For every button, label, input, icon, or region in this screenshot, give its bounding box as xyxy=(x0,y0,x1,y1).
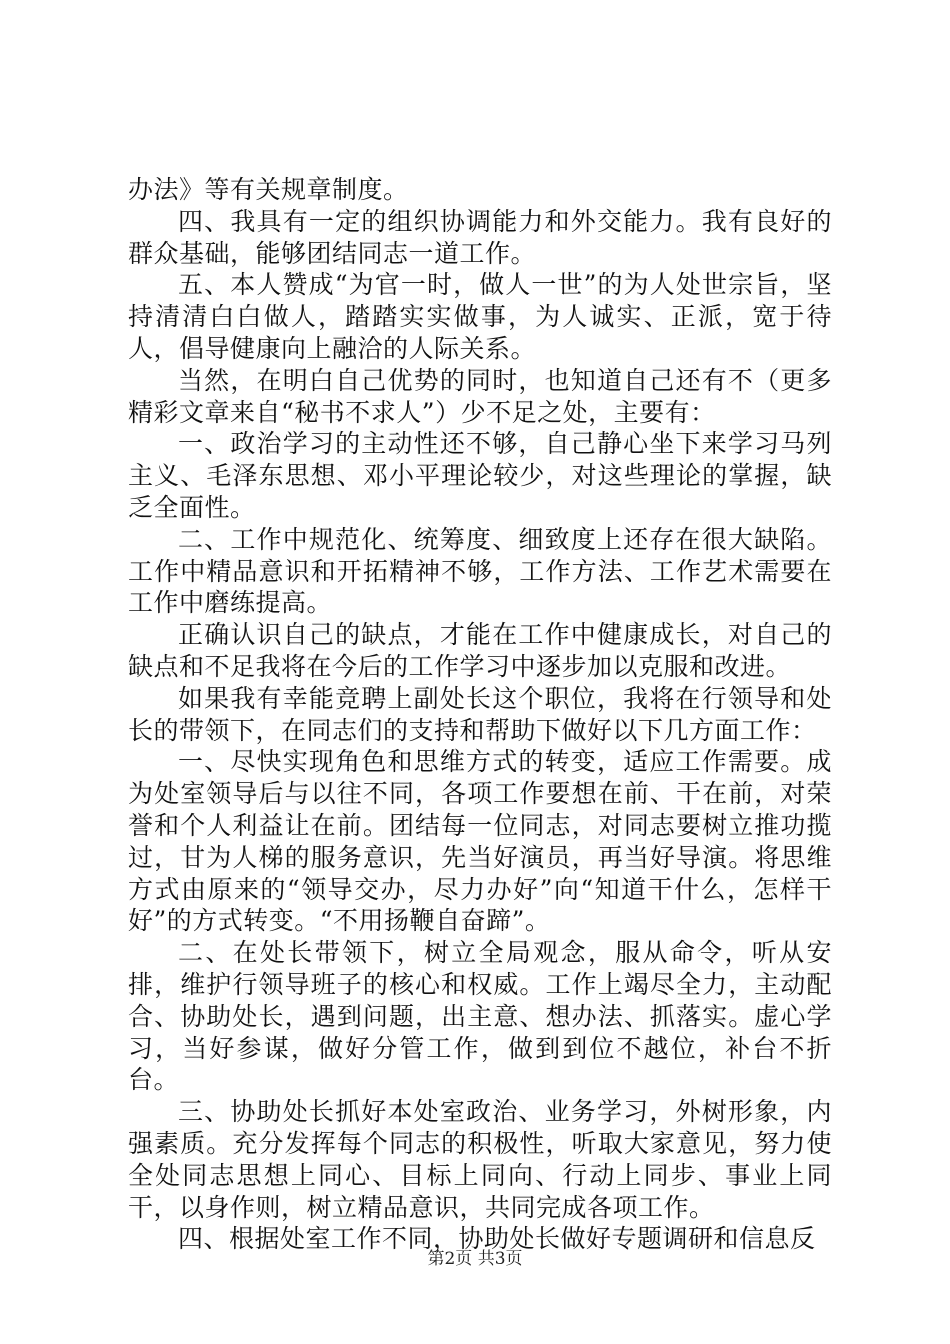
paragraph-1: 办法》等有关规章制度。 xyxy=(128,175,409,204)
paragraph-8: 如果我有幸能竞聘上副处长这个职位，我将在行领导和处长的带领下，在同志们的支持和帮助下做好以下几方面工作： xyxy=(128,683,832,745)
paragraph-9: 一、尽快实现角色和思维方式的转变，适应工作需要。成为处室领导后与以往不同，各项工作要想在前、干在前，对荣誉和个人利益让在前。团结每一位同志，对同志要树立推功揽过，甘为人梯的服务意识，先当好演员，再当好导演。将思维方式由原来的“领导交办，尽力办好”向“知道干什么，怎样干好”的方式转变。“不用扬鞭自奋蹄”。 xyxy=(128,747,832,936)
paragraph-11: 三、协助处长抓好本处室政治、业务学习，外树形象，内强素质。充分发挥每个同志的积极性，听取大家意见，努力使全处同志思想上同心、目标上同向、行动上同步、事业上同干，以身作则，树立精品意识，共同完成各项工作。 xyxy=(128,1097,832,1222)
paragraph-4: 当然，在明白自己优势的同时，也知道自己还有不（更多精彩文章来自“秘书不求人”）少不足之处，主要有： xyxy=(128,365,832,427)
paragraph-6: 二、工作中规范化、统筹度、细致度上还存在很大缺陷。工作中精品意识和开拓精神不够，工作方法、工作艺术需要在工作中磨练提高。 xyxy=(128,524,832,618)
paragraph-10: 二、在处长带领下，树立全局观念，服从命令，听从安排，维护行领导班子的核心和权威。工作上竭尽全力，主动配合、协助处长，遇到问题，出主意、想办法、抓落实。虚心学习，当好参谋，做好分管工作，做到到位不越位，补台不折台。 xyxy=(128,938,832,1095)
paragraph-3: 五、本人赞成“为官一时，做人一世”的为人处世宗旨，坚持清清白白做人，踏踏实实做事，为人诚实、正派，宽于待人，倡导健康向上融洽的人际关系。 xyxy=(128,270,832,363)
paragraph-2: 四、我具有一定的组织协调能力和外交能力。我有良好的群众基础，能够团结同志一道工作。 xyxy=(128,206,832,268)
document-body xyxy=(128,174,832,1255)
paragraph-7: 正确认识自己的缺点，才能在工作中健康成长，对自己的缺点和不足我将在今后的工作学习中逐步加以克服和改进。 xyxy=(128,620,832,681)
page-number-footer: 第2页 共3页 xyxy=(427,1249,523,1269)
paragraph-12: 四、根据处室工作不同，协助处长做好专题调研和信息反 xyxy=(178,1224,816,1254)
paragraph-5: 一、政治学习的主动性还不够，自己静心坐下来学习马列主义、毛泽东思想、邓小平理论较少，对这些理论的掌握，缺乏全面性。 xyxy=(128,429,832,522)
